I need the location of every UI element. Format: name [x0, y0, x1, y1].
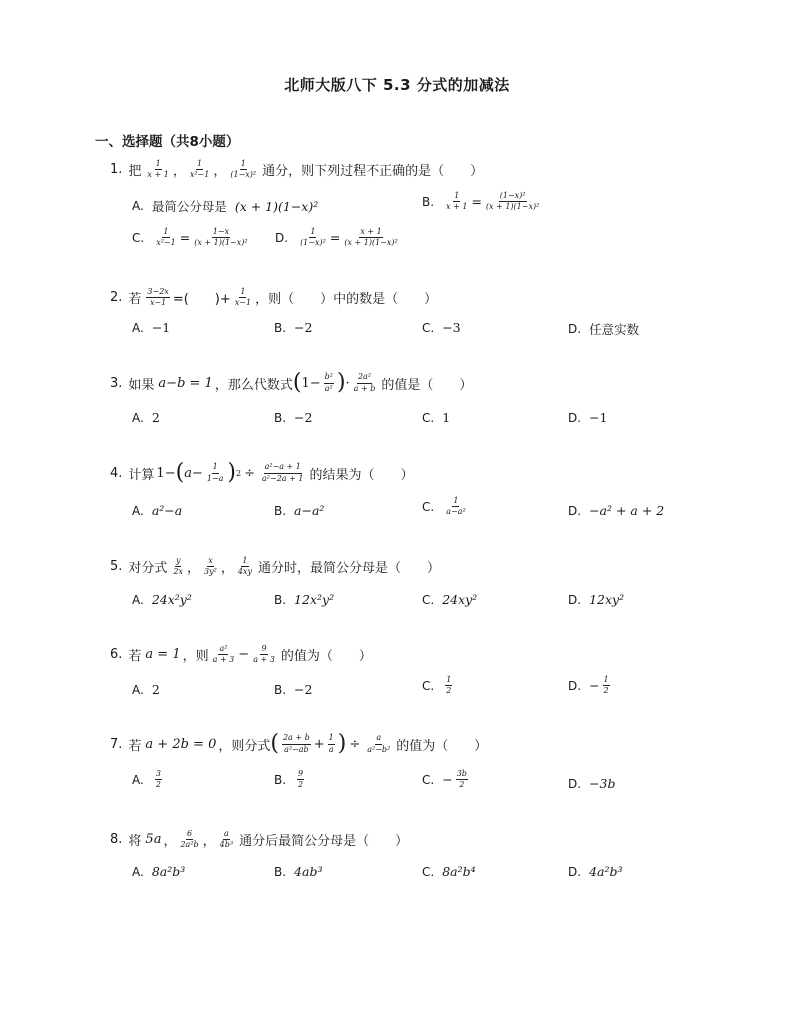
question-math: a−b = 1 [158, 375, 213, 391]
option-c[interactable]: C. $\frac{1}{2}$ [422, 675, 452, 696]
option-a[interactable]: A. 24x²y² [132, 592, 192, 607]
question-number: 7. [110, 736, 123, 752]
fraction: $\frac{1}{x + 1}$ [446, 191, 468, 212]
option-a[interactable]: A. a²−a [132, 503, 183, 518]
option-d[interactable]: D. − $\frac{1}{2}$ [568, 675, 609, 696]
question-7: 7. 若 a + 2b = 0 ，则分式 ( $\frac{2a + b}{\text{a²−ab}}$ + $\frac{1}{a}$ ) ÷ $\frac{a}{\text{a²−b²}}$ 的值为（ ） [110, 731, 488, 756]
question-text: 的结果为（ ） [309, 467, 414, 483]
question-text: 把 [128, 164, 142, 180]
question-text: 若 [128, 738, 142, 754]
question-number: 3. [110, 375, 123, 391]
question-1: 1. 把 $\frac{1}{x + 1}$ ， $\frac{1}{\text{x²−1}}$ ， $\frac{1}{\text{(1−x)²}}$ 通分，则下列过程不正确的是（ ） [110, 159, 484, 180]
question-math: 5a [145, 832, 162, 848]
option-c[interactable]: C. −3 [422, 320, 461, 335]
option-a[interactable]: A. 8a²b³ [132, 864, 186, 879]
fraction: $\frac{6}{\text{2a²b}}$ [180, 829, 199, 850]
fraction: $\frac{a}{\text{4b³}}$ [219, 829, 234, 850]
fraction: $\frac{2a + b}{\text{a²−ab}}$ [282, 733, 310, 754]
option-d[interactable]: D. $\frac{1}{\text{(1−x)²}}$ = $\frac{x + 1}{\text{(x + 1)(1−x)²}}$ [275, 227, 398, 248]
option-a[interactable] [132, 197, 318, 215]
fraction: $\frac{\text{2a²}}{a + b}$ [353, 372, 376, 393]
page-title: 北师大版八下 5.3 分式的加减法 [284, 76, 510, 94]
option-a[interactable]: A. 2 [132, 410, 160, 425]
fraction: $\frac{9}{a + 3}$ [253, 644, 275, 665]
question-number: 6. [110, 647, 123, 663]
fraction: $\frac{3-2x}{x-1}$ [147, 287, 169, 308]
question-text: 若 [128, 292, 142, 308]
fraction: $\frac{\text{(1−x)²}}{\text{(x + 1)(1−x)²}}$ [485, 191, 540, 212]
option-a[interactable]: A. $\frac{3}{2}$ [132, 769, 161, 790]
fraction: $\frac{1-x}{\text{(x + 1)(1−x)²}}$ [194, 227, 248, 248]
question-text: 如果 [128, 377, 155, 393]
option-a[interactable]: A. −1 [132, 320, 171, 335]
option-b[interactable]: B. $\frac{1}{x + 1}$ = $\frac{\text{(1−x)²}}{\text{(x + 1)(1−x)²}}$ [422, 191, 540, 212]
question-text: 将 [128, 834, 142, 850]
option-d[interactable]: D. 任意实数 [568, 322, 640, 337]
section-heading: 一、选择题（共8小题） [95, 134, 240, 150]
question-number: 2. [110, 290, 123, 306]
question-4: 4. 计算 1− ( a − $\frac{1}{1-a}$ ) 2 ÷ $\frac{\text{a²−a + 1}}{\text{a²−2a + 1}}$ 的结果为（ ） [110, 460, 414, 485]
option-c[interactable]: C. 24xy² [422, 592, 478, 607]
question-text: 对分式 [128, 561, 168, 577]
option-b[interactable]: B. −2 [274, 320, 313, 335]
fraction: $\frac{1}{x-1}$ [234, 287, 252, 308]
question-2 [110, 288, 437, 308]
question-8: 8. 将 5a ， $\frac{6}{\text{2a²b}}$ ， $\frac{a}{\text{4b³}}$ 通分后最简公分母是（ ） [110, 829, 409, 850]
question-number: 4. [110, 465, 123, 481]
question-text: 通分时，最简公分母是（ ） [258, 561, 441, 577]
option-math: (x + 1)(1−x)² [234, 198, 319, 214]
fraction: $\frac{a}{\text{a²−b²}}$ [367, 733, 391, 754]
option-d[interactable]: D. −a² + a + 2 [568, 503, 665, 518]
fraction: $\frac{1}{x + 1}$ [147, 159, 169, 180]
question-text: 若 [128, 649, 142, 665]
option-label: D. [275, 230, 289, 245]
option-b[interactable]: B. 12x²y² [274, 592, 335, 607]
option-b[interactable]: B. a−a² [274, 503, 325, 518]
fraction: $\frac{1}{a}$ [328, 733, 334, 754]
option-d[interactable]: D. 4a²b³ [568, 864, 623, 879]
question-math: a = 1 [145, 647, 181, 663]
option-a[interactable]: A. 2 [132, 682, 160, 697]
question-number: 8. [110, 832, 123, 848]
option-label: A. [132, 199, 144, 213]
fraction: $\frac{\text{a²−a + 1}}{\text{a²−2a + 1}}$ [262, 462, 304, 483]
question-text: 通分，则下列过程不正确的是（ ） [262, 164, 484, 180]
question-number: 5. [110, 559, 123, 575]
fraction: $\frac{\text{b²}}{\text{a²}}$ [324, 372, 333, 393]
option-c[interactable]: C. 8a²b⁴ [422, 864, 476, 879]
option-label: B. [422, 194, 435, 209]
question-text: ，则（ ）中的数是（ ） [255, 292, 438, 308]
fraction: $\frac{1}{1-a}$ [206, 462, 224, 483]
fraction: $\frac{1}{4xy}$ [237, 556, 253, 577]
question-5: 5. 对分式 $\frac{y}{2x}$ ， $\frac{x}{\text{3y²}}$ ， $\frac{1}{4xy}$ 通分时，最简公分母是（ ） [110, 556, 441, 577]
fraction: $\frac{x}{\text{3y²}}$ [204, 556, 217, 577]
question-text: 计算 [128, 467, 155, 483]
option-c[interactable]: C. 1 [422, 410, 451, 425]
option-label: C. [132, 230, 145, 245]
fraction: $\frac{1}{\text{(1−x)²}}$ [300, 227, 326, 248]
fraction: $\frac{1}{\text{x²−1}}$ [156, 227, 176, 248]
option-c[interactable]: C. $\frac{1}{\text{a−a²}}$ [422, 496, 466, 517]
fraction: $\frac{x + 1}{\text{(x + 1)(1−x)²}}$ [344, 227, 398, 248]
option-text: 最简公分母是 [151, 199, 227, 214]
option-c[interactable]: C. − $\frac{3b}{2}$ [422, 769, 467, 790]
question-text: ，则 [182, 649, 209, 665]
option-d[interactable]: D. −1 [568, 410, 608, 425]
question-text: ，则分式 [218, 738, 271, 754]
question-6: 6. 若 a = 1 ，则 $\frac{\text{a²}}{a + 3}$ − $\frac{9}{a + 3}$ 的值为（ ） [110, 644, 372, 665]
option-d[interactable]: D. 12xy² [568, 592, 625, 607]
question-text: 的值是（ ） [381, 377, 473, 393]
question-3: 3. 如果 a−b = 1 ，那么代数式 ( 1− $\frac{\text{b²}}{\text{a²}}$ ) · $\frac{\text{2a²}}{a + b}$ 的值是（ ） [110, 370, 473, 395]
question-text: 的值为（ ） [280, 649, 372, 665]
question-text: 的值为（ ） [396, 738, 488, 754]
option-b[interactable]: B. −2 [274, 682, 313, 697]
option-b[interactable]: B. $\frac{9}{2}$ [274, 769, 304, 790]
fraction: $\frac{1}{\text{(1−x)²}}$ [230, 159, 257, 180]
fraction: $\frac{\text{a²}}{a + 3}$ [212, 644, 235, 665]
fraction: $\frac{y}{2x}$ [173, 556, 184, 577]
question-text: =( )+ [172, 292, 231, 308]
option-b[interactable]: B. −2 [274, 410, 313, 425]
question-text: 通分后最简公分母是（ ） [239, 834, 409, 850]
fraction: $\frac{1}{\text{x²−1}}$ [189, 159, 210, 180]
question-math: a + 2b = 0 [145, 736, 217, 752]
option-c[interactable]: C. $\frac{1}{\text{x²−1}}$ = $\frac{1-x}{\text{(x + 1)(1−x)²}}$ [132, 227, 248, 248]
option-b[interactable]: B. 4ab³ [274, 864, 323, 879]
question-number: 1. [110, 162, 123, 178]
option-d[interactable]: D. −3b [568, 776, 616, 791]
question-text: ，那么代数式 [214, 377, 293, 393]
